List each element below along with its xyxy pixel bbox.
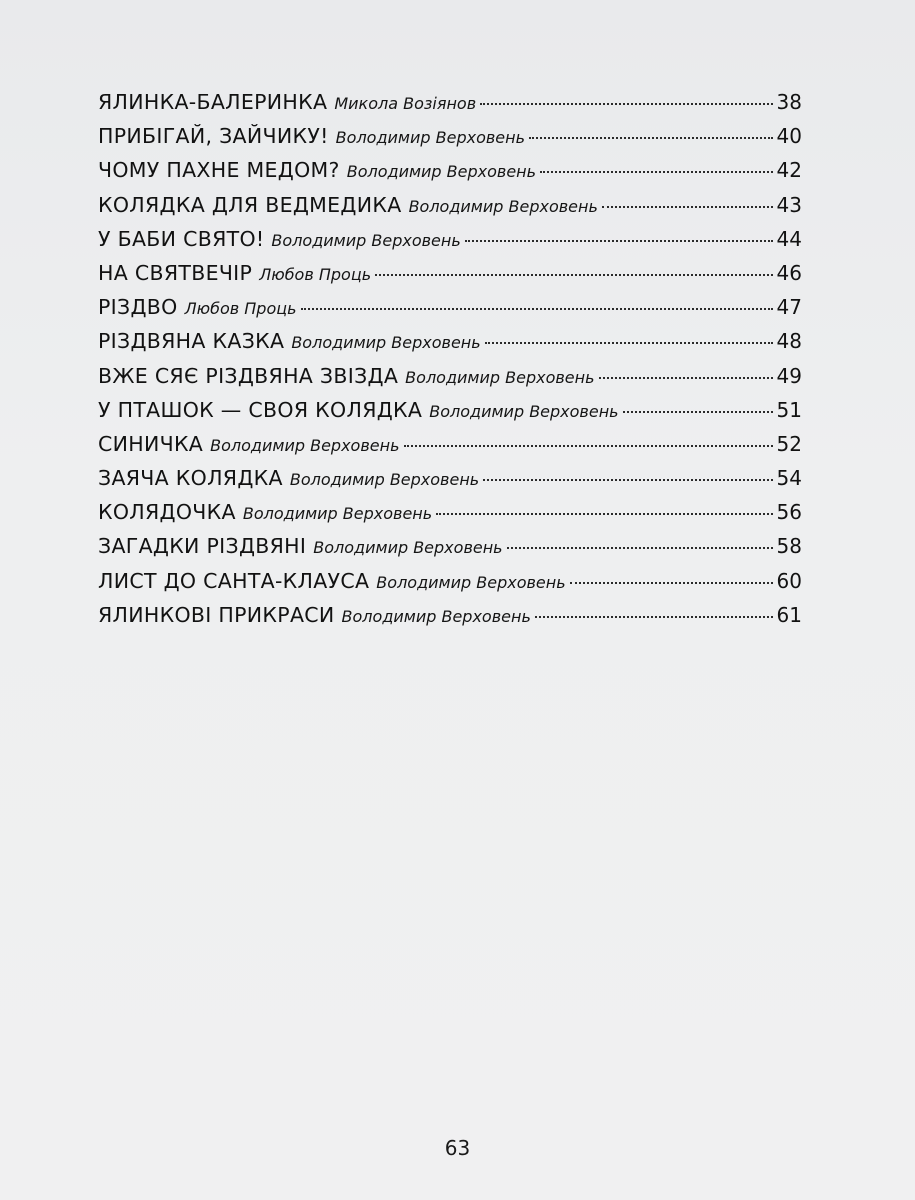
toc-entry (98, 500, 802, 534)
toc-entry-page: 40 (776, 124, 802, 149)
toc-entry-title: ЛИСТ ДО САНТА-КЛАУСА (98, 568, 370, 593)
toc-entry (98, 227, 802, 261)
toc-entry-title: НА СВЯТВЕЧІР (98, 260, 253, 285)
toc-entry (98, 569, 802, 603)
toc-entry-author: Володимир Верховень (313, 538, 503, 558)
table-of-contents (98, 90, 802, 637)
toc-entry-author: Володимир Верховень (291, 333, 481, 353)
dot-leader (570, 582, 773, 584)
dot-leader (485, 342, 773, 344)
toc-entry-page: 52 (776, 431, 802, 456)
toc-entry-page: 44 (776, 226, 802, 251)
toc-entry-author: Любов Проць (259, 264, 372, 284)
toc-entry (98, 432, 802, 466)
toc-entry-author: Володимир Верховень (346, 162, 537, 182)
toc-entry-page: 42 (776, 158, 802, 183)
dot-leader (535, 616, 773, 618)
toc-entry (98, 603, 802, 637)
toc-entry-page: 61 (776, 602, 802, 627)
dot-leader (599, 377, 773, 379)
toc-entry (98, 295, 802, 329)
toc-entry (98, 329, 802, 363)
toc-entry (98, 261, 802, 295)
toc-entry-title: ВЖЕ СЯЄ РІЗДВЯНА ЗВІЗДА (98, 363, 399, 388)
toc-entry-page: 38 (776, 90, 802, 114)
toc-entry-author: Володимир Верховень (429, 401, 619, 421)
toc-entry-page: 47 (776, 295, 802, 320)
toc-entry-author: Володимир Верховень (242, 504, 433, 524)
page-number: 63 (444, 1136, 471, 1160)
toc-entry-author: Володимир Верховень (210, 435, 400, 455)
toc-entry-title: ЯЛИНКА-БАЛЕРИНКА (98, 90, 328, 114)
dot-leader (529, 137, 773, 139)
toc-entry-author: Володимир Верховень (271, 230, 461, 250)
toc-entry (98, 193, 802, 227)
toc-entry (98, 158, 802, 192)
toc-entry-title: СИНИЧКА (98, 431, 204, 456)
toc-entry (98, 534, 802, 568)
toc-entry (98, 364, 802, 398)
toc-entry-author: Любов Проць (184, 299, 297, 319)
toc-entry-title: РІЗДВЯНА КАЗКА (98, 329, 285, 354)
toc-entry-title: ЗАГАДКИ РІЗДВЯНІ (98, 534, 307, 559)
toc-entry (98, 90, 802, 124)
dot-leader (480, 103, 772, 105)
toc-entry-page: 54 (776, 466, 802, 491)
toc-entry-author: Володимир Верховень (341, 606, 531, 626)
toc-entry-title: У БАБИ СВЯТО! (98, 226, 265, 251)
toc-entry-page: 56 (776, 500, 802, 525)
toc-entry-page: 46 (776, 260, 802, 285)
dot-leader (507, 547, 773, 549)
toc-entry-page: 48 (776, 329, 802, 354)
toc-entry (98, 466, 802, 500)
toc-entry-author: Володимир Верховень (335, 128, 526, 148)
dot-leader (602, 206, 773, 208)
toc-entry-title: РІЗДВО (98, 295, 178, 320)
toc-entry-page: 43 (776, 192, 802, 217)
toc-entry-title: КОЛЯДКА ДЛЯ ВЕДМЕДИКА (98, 192, 402, 217)
toc-entry (98, 124, 802, 158)
dot-leader (540, 171, 772, 173)
dot-leader (483, 479, 772, 481)
toc-entry-title: ЯЛИНКОВІ ПРИКРАСИ (98, 602, 335, 627)
toc-entry-page: 51 (776, 397, 802, 422)
toc-entry-author: Володимир Верховень (408, 196, 598, 216)
toc-entry-title: У ПТАШОК — СВОЯ КОЛЯДКА (98, 397, 423, 422)
toc-entry-title: ПРИБІГАЙ, ЗАЙЧИКУ! (98, 124, 329, 149)
toc-entry-author: Володимир Верховень (289, 470, 480, 490)
toc-entry-title: ЗАЯЧА КОЛЯДКА (98, 466, 283, 491)
dot-leader (623, 411, 773, 413)
dot-leader (301, 308, 773, 310)
toc-entry-page: 60 (776, 568, 802, 593)
dot-leader (465, 240, 773, 242)
toc-entry-title: ЧОМУ ПАХНЕ МЕДОМ? (98, 158, 340, 183)
toc-entry (98, 398, 802, 432)
toc-entry-author: Микола Возіянов (334, 94, 477, 113)
toc-entry-page: 49 (776, 363, 802, 388)
dot-leader (436, 513, 772, 515)
toc-entry-title: КОЛЯДОЧКА (98, 500, 236, 525)
dot-leader (404, 445, 773, 447)
toc-entry-author: Володимир Верховень (376, 572, 566, 592)
toc-entry-author: Володимир Верховень (405, 367, 595, 387)
toc-entry-page: 58 (776, 534, 802, 559)
dot-leader (375, 274, 772, 276)
